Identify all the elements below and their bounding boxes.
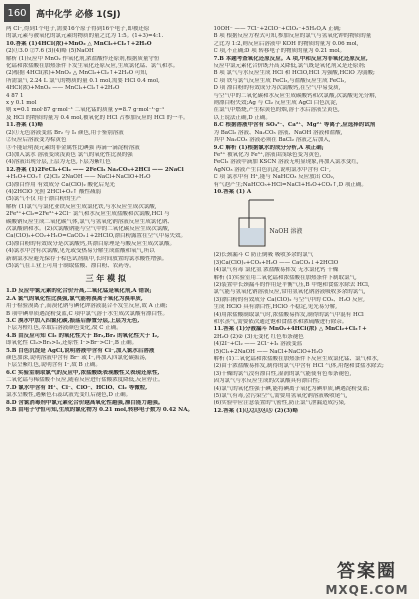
text-line: 6.C 实验室制取氯气的反应中,浓盐酸既表现酸性又表现还原性,: [6, 369, 160, 376]
right-answers-block: [214, 26, 414, 189]
watermark-domain: MXQE.COM: [325, 583, 409, 597]
text-line: 化锰和浓盐酸在加热条件下发生氧化还原反应,生成氯化锰、氯气和水。: [6, 63, 179, 70]
text-line: C 项 铁与氯气反应生成 FeCl₃,与盐酸反应生成 FeCl₂,: [213, 77, 347, 84]
text-line: 则 x=0.1 mol·87 g·mol⁻¹ 二氧化锰的质量 y=8.7 g·mol⁻¹·g⁻¹: [6, 107, 165, 114]
text-line: AgNO₃ 溶液产生白色沉淀,说明氯水中含有 Cl⁻,: [213, 166, 331, 173]
text-line: 9.C 解析 (1)根据氯水的成分分析,A 项正确;: [213, 144, 324, 151]
text-line: 二氧化锰与稀盐酸不反应,随着反应进行盐酸浓度降低,反应停止。: [6, 377, 164, 384]
text-line: 在氯气中燃烧,产生棕黄色的烟,溶于水后溶液呈黄色,: [213, 107, 340, 114]
text-line: (4)2I⁻+Cl₂ —— 2Cl⁻+I₂ 溶液变蓝: [213, 341, 303, 348]
text-line: 氯水呈酸性,遇紫色石蕊试液先变红后褪色,D 正确。: [6, 392, 132, 399]
text-line: 下层呈紫红色,说明含有 I⁻,故 B 正确。: [6, 362, 101, 369]
text-line: 为 BaCl₂ 溶液、Na₂CO₃ 溶液、NaOH 溶液和盐酸,: [213, 129, 343, 136]
left-mock-answers-block: [6, 288, 206, 414]
text-line: (2)①无色溶液变蓝 Br₂ 与 I₂ 颜色,用于鉴别溶液: [6, 129, 124, 136]
text-line: 及 HCl 的物质的量为 0.4 mol,被氧化的 HCl 占参加反应的 HCl 的一半。: [6, 114, 189, 121]
text-line: (3)加入氯水 溶液变成浅黄色 氯气的氧化性比溴的强: [6, 151, 133, 158]
text-line: Ca(ClO)₂+CO₂+H₂O=CaCO₃↓+2HClO,漂白粉露置在空气中易失效。: [6, 233, 187, 240]
text-line: (4)2HClO 光照 2HCl+O₂↑ 酸性减弱: [6, 188, 102, 195]
text-line: 5.B 白色沉淀是 AgCl,说明溶液中含有 Cl⁻,加入氯水后溶液: [6, 347, 155, 354]
text-line: 之比为 1:2,则反应后溶液中 KOH 的物质的量为 0.06 mol,: [213, 40, 359, 47]
gas-absorption-apparatus-diagram: [214, 198, 404, 250]
text-line: 其中 Na₂CO₃ 溶液必须在 BaCl₂ 溶液之后加入,: [213, 137, 331, 144]
text-line: 生成 HClO 具有漂白性,HClO 不稳定,见光易分解,: [213, 304, 338, 311]
text-line: (5)氯气有毒,会污染空气,需要用氢氧化钠溶液吸收尾气,: [213, 393, 348, 400]
right-answers-block-2: [214, 252, 414, 415]
text-line: 12.答案 (1)①②③④⑤ (2)(3)略: [213, 407, 298, 414]
text-line: 4 87 1: [6, 92, 24, 99]
text-line: 两 Cl⁻,得到1个电子,需要16个原子得到16个电子,即被还原: [6, 26, 150, 32]
text-line: (2)装置中长颈漏斗的作用是平衡气压,B 中饱和食盐水除去 HCl,: [213, 281, 370, 288]
text-line: B 项 氯气与水反应生成 HCl 和 HClO,HCl 为强酸,HClO 为弱酸;: [213, 70, 375, 77]
text-line: D 项 漂白粉的有效成分为次氯酸钙,在空气中易变质,: [213, 85, 341, 92]
text-line: 4HCl(浓)+MnO₂ —— MnCl₂+Cl₂↑+2H₂O: [6, 85, 120, 92]
text-line: 与空气中的二氧化碳和水反应生成碳酸钙和次氯酸,次氯酸见光分解,: [213, 92, 377, 99]
text-line: (4)氯水中含有次氯酸,见光或受热易分解生成盐酸和氧气,所以: [6, 248, 155, 255]
apparatus-figure: [214, 198, 404, 250]
section-title: 三 年 模 拟: [85, 274, 126, 284]
page-number: 160: [4, 4, 30, 22]
text-line: (2)根据 4HCl(浓)+MnO₂ △ MnCl₂+Cl₂↑+2H₂O 可知,: [6, 70, 148, 77]
text-line: 9.B 由电子守恒可知,生成的氯化物为 0.21 mol,转移电子数为 0.42 NA。: [6, 406, 193, 413]
text-line: 因为氯气与水反应生成的次氯酸具有漂白性;: [213, 378, 320, 385]
reagent-label: NaOH 溶液: [269, 228, 303, 236]
text-line: 2.A 氯气的氧化性比溴强,氯气能将溴离子氧化为溴单质,: [6, 295, 143, 302]
text-line: 次氯酸钠和水。(2)次氯酸钠能与空气中的二氧化碳反应生成次氯酸,: [6, 225, 170, 232]
text-line: (5)Cl₂+2NaOH —— NaCl+NaClO+H₂O: [213, 348, 323, 355]
text-line: (3)干燥的氯气没有漂白性,湿润的氯气能使有色布条褪色,: [213, 370, 352, 377]
text-line: (3)漂白粉的有效成分是次氯酸钙,其漂白原理是与酸反应生成次氯酸。: [6, 240, 176, 247]
text-line: 11.答案 (1)分液漏斗 MnO₂+4HCl(浓) △ MnCl₂+Cl₂↑+: [213, 326, 367, 333]
right-column: [214, 26, 414, 592]
text-line: 12.答案 (1)2FeCl₂+Cl₂ —— 2FeCl₃ Na₂CO₃+2HCl —— 2NaCl: [6, 166, 184, 173]
text-line: 新制氯水应避光保存于棕色试剂瓶中,长时间放置的氯水酸性增强。: [6, 255, 168, 262]
text-line: FeCl₂ 溶液中滴加 KSCN 溶液无明显现象,再加入氯水变红,: [213, 159, 359, 166]
text-line: 碳酸钠反应生成二氧化碳气体,氯气与氢氧化钠溶液反应生成氯化钠、: [6, 218, 173, 225]
text-line: 8.D 含氯消毒剂中氯元素化合价越高氧化性越强,漂白能力越强。: [6, 399, 164, 406]
text-line: B 项 根据反应方程式可知,参加反应的氯气与氢氧化钾的物质的量: [213, 33, 372, 40]
text-line: 以上说法正确,D 正确。: [213, 114, 271, 121]
text-line: 所需氯气 2.24 L 氯气的物质的量 0.1 mol,需要 HCl 0.4 mol,: [6, 77, 160, 84]
text-line: ②反应后溶液变为棕黄色: [6, 137, 67, 144]
site-watermark: [319, 557, 415, 597]
text-line: (3)漂白作用 有效成分 Ca(ClO)₂ 酸化后见光: [6, 181, 115, 188]
text-line: 解析 (1)氯气与氯化亚铁反应生成氯化铁,与水反应生成次氯酸,: [6, 203, 157, 210]
figure-answer-line: 10.答案 (1) A: [213, 188, 252, 195]
text-line: (3)漂白粉的有效成分 Ca(ClO)₂ 与空气中的 CO₂、H₂O 反应,: [213, 296, 365, 303]
text-line: 颜色加深,说明溶液中含有 Br⁻ 或 I⁻,再加入四氯化碳振荡,: [6, 355, 147, 362]
text-line: x y 0.1 mol: [6, 100, 37, 107]
text-line: C 项 氯水中有 H⁺,能与 NaHCO₃ 反应放出 CO₂,: [213, 174, 335, 181]
text-line: (4)用浓盐酸制取氯气时,浓盐酸易挥发,制得的氯气中混有 HCl: [213, 311, 364, 318]
text-line: 11.答案 (1)略: [6, 122, 44, 129]
text-line: (6)实验中应注意装置的气密性,防止氯气泄漏造成污染,: [213, 400, 346, 407]
left-answers-block: [6, 26, 206, 270]
text-line: 氯气能与氢氧化钠溶液反应,常用氢氧化钠溶液吸收多余的氯气,: [213, 289, 366, 296]
text-line: (4)氯气有毒 氯化氢 浓盐酸易挥发 无水氯化钙 干燥: [213, 267, 339, 274]
text-columns: [6, 26, 413, 592]
running-head: 高中化学 必修 1(SJ): [36, 9, 121, 20]
text-line: Fe²⁺ 被氧化为 Fe³⁺,溶液由浅绿色变为黄色,: [213, 151, 322, 158]
text-line: (4)溶液出现分层,上层为无色,下层为紫红色: [6, 159, 111, 166]
text-line: 和水蒸气,需要依次通过饱和食盐水和浓硫酸进行除杂。: [213, 319, 348, 325]
text-line: 下层为橙红色,萃取后溶液颜色变化,故 C 正确。: [6, 325, 122, 332]
text-line: (3)Ca(ClO)₂+CO₂+H₂O —— CaCO₃↓+2HClO: [213, 259, 339, 266]
text-line: +H₂O+CO₂↑ (2)Cl₂ 2NaOH —— NaCl+NaClO+H₂O: [6, 174, 151, 181]
text-line: (2)①3.0 ②7.6 (3)(4)略 (5)NaOH: [6, 48, 94, 55]
text-line: 4.B 由反应可知 Cl₂ 的氧化性大于 Br₂,Br₂ 的氧化性大于 I₂,: [6, 332, 159, 339]
text-line: 7.D 氯水中含有 H⁺、Cl⁻、ClO⁻、HClO、Cl₂ 等微粒,: [6, 384, 148, 391]
text-line: 1.D 反应中氯元素的化合价升高,二氧化锰是氧化剂,A 错误;: [6, 288, 152, 295]
text-line: (2)由于浓盐酸易挥发,制得的氯气中含有 HCl 气体,用饱和食盐水除去;: [213, 363, 384, 370]
text-line: 7.B 本题考查氧化还原反应。A 项,中和反应为非氧化还原反应,: [213, 55, 368, 62]
text-line: 反应中氯元素化合价既升高又降低,氯气既是氧化剂又是还原剂;: [213, 63, 366, 70]
text-line: 即氧化性 Cl₂>Br₂>I₂,还原性 I⁻>Br⁻>Cl⁻,B 正确。: [6, 340, 138, 347]
text-line: 2Fe²⁺+Cl₂=2Fe³⁺+2Cl⁻ 氯气和水反应生成盐酸和次氯酸,HCl 与: [6, 211, 170, 218]
text-line: (4)氯气的氧化性强于碘,能将碘离子氧化为碘单质,碘遇淀粉变蓝;: [213, 385, 370, 392]
watermark-logo-text: 答案圈: [337, 561, 397, 582]
text-line: 10OH⁻ —— 7Cl⁻+2ClO⁻+ClO₃⁻+5H₂O,A 正确;: [213, 26, 341, 32]
text-line: 解析 (1)实验室用二氧化锰和浓盐酸在加热条件下制取氯气,: [213, 274, 357, 281]
text-line: 3.C 溴水中加入四氯化碳,振荡后静置分层,上层为无色,: [6, 318, 140, 325]
text-line: ③不能证明溴元素的非金属性比碘强 再滴一滴淀粉溶液: [6, 144, 140, 151]
left-column: [6, 26, 206, 592]
text-line: 解析 (1)二氧化锰和浓盐酸在加热条件下反应生成氯化锰、氯气和水,: [213, 356, 379, 363]
text-line: 的氯元素与被氧化的氯元素的物质的量之比为 1:5。(1+3)=4:1.: [6, 33, 164, 40]
text-line: (5)氯气不仅 用于漂白粉的生产: [6, 196, 82, 203]
text-line: (2)长颈漏斗 C 防止倒吸 吸收多余的氯气: [213, 252, 314, 259]
text-line: C 项,不正确;D 项 转移电子的物质的量为 0.21 mol。: [213, 48, 345, 55]
page-header: [0, 0, 419, 26]
text-line: (5)氯气在工业上可用于制取盐酸、漂白粉、农药等。: [6, 263, 135, 269]
text-line: 解析 (1)反应中 MnO₂ 作氧化剂,浓盐酸作还原剂,根据质量守恒: [6, 55, 160, 62]
text-line: 有气泡产生;NaHCO₃+HCl=NaCl+H₂O+CO₂↑,D 项正确。: [213, 181, 367, 188]
text-line: 2H₂O (2)② (3)无变化 红色布条褪色: [213, 333, 304, 340]
text-line: 则漂白粉失效;Ag 与 Cl₂ 反应生成 AgCl 白色沉淀,: [213, 100, 338, 107]
text-line: 用于检验溴离子,而溴化钠与碘化钾溶液混合不发生反应,故 A 正确;: [6, 303, 168, 310]
text-line: 10.答案 (1)4HCl(浓)+MnO₂ △ MnCl₂+Cl₂↑+2H₂O: [6, 40, 152, 47]
text-line: 8.C 根据溶液中含有 SO₄²⁻、Ca²⁺、Mg²⁺ 等离子,应选择的试剂: [213, 122, 376, 129]
text-line: B 项中碘单质遇淀粉变蓝,C 项中氯气溶于水生成次氯酸有漂白性。: [6, 310, 168, 317]
